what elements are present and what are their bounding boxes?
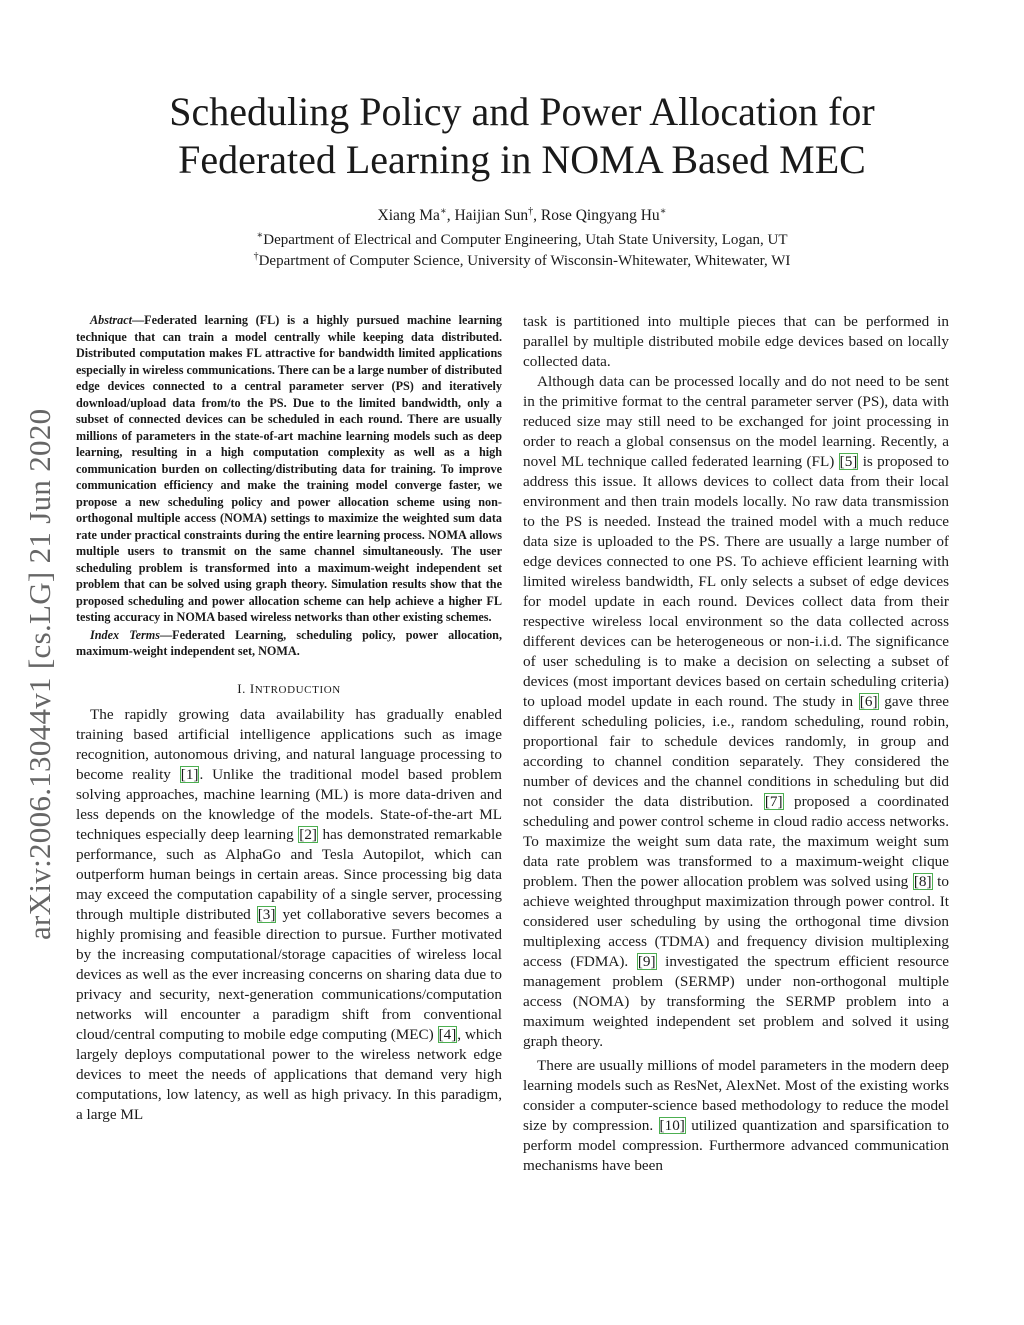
- intro-paragraph-1: [76, 705, 502, 1125]
- body-text: utilized quantization and sparsification to perform model compression. Furthermore advanced communication mechanisms have been: [523, 1117, 949, 1174]
- paper-title: [80, 88, 964, 184]
- body-text: , which largely deploys computational power to the wireless network edge devices to meet the needs of applications that demand very high computations, low latency, as well as high privacy. In this paradigm, a large ML: [76, 1025, 503, 1123]
- citation-link[interactable]: [1]: [180, 765, 199, 783]
- citation-link[interactable]: [6]: [859, 693, 878, 710]
- citation-link[interactable]: [7]: [764, 793, 783, 810]
- affiliation-1-mark: ∗: [256, 230, 264, 241]
- right-column: [523, 312, 949, 1176]
- intro-paragraph-continued: task is partitioned into multiple pieces that can be performed in parallel by multiple distributed mobile edge devices based on locally collected data.: [523, 313, 949, 370]
- title-line-1: Scheduling Policy and Power Allocation for: [169, 89, 875, 134]
- section-heading-introduction: [76, 681, 502, 697]
- citation-link[interactable]: [8]: [913, 873, 932, 890]
- body-text: to achieve weighted throughput maximization through power control. It considered user scheduling by using the orthogonal time divsion multiplexing access (TDMA) and frequency division multiplexing access (FDMA).: [523, 873, 949, 970]
- body-text: has demonstrated remarkable performance, such as AlphaGo and Tesla Autopilot, which can outperform human beings in certain areas. Since processing big data may exceed the computation capability of a single server, processing through multiple distributed: [76, 825, 502, 923]
- body-text: . Unlike the traditional model based problem solving approaches, machine learning (ML) is more data-driven and less depends on the knowledge of the models. State-of-the-art ML techniques especially deep learning: [76, 765, 502, 843]
- abstract: [76, 312, 502, 660]
- body-text: is proposed to address this issue. It allows devices to collect data from their local environment and then train models locally. No raw data transmission to the PS is needed. Instead the trained model with a much reduce data size is uploaded to the PS. There are usually a large number of edge devices connected to one PS. To achieve efficient learning with limited wireless bandwidth, FL only selects a subset of edge devices for model update in each round. Devices collect data from their respective wireless local environment so the data collected across different devices can be heterogeneous or non-i.i.d. The significance of user scheduling is to make a decision on selecting a subset of devices (most important devices based on certain scheduling criteria) to upload model update in each round. The study in: [523, 453, 949, 710]
- abstract-paragraph: [76, 312, 502, 626]
- author-1-mark: ∗: [439, 205, 447, 217]
- abstract-label: Abstract: [90, 313, 132, 327]
- abstract-text: —Federated learning (FL) is a highly pursued machine learning technique that can train a model centrally while keeping data distributed. Distributed computation makes FL attractive for bandwidth limited applications especially in wireless communications. There can be a large number of distributed edge devices connected to a central parameter server (PS) and iteratively download/upload data from/to the PS. Due to the limited bandwidth, only a subset of connected devices can be scheduled in each round. There are usually millions of parameters in the state-of-art machine learning models such as deep learning, resulting in a high computation complexity as well as a high communication burden on collecting/distributing data for training. To improve communication efficiency and make the training model converge faster, we propose a new scheduling policy and power allocation scheme using non-orthogonal multiple access (NOMA) settings to maximize the weighted sum data rate under practical constraints during the entire learning process. NOMA allows multiple users to transmit on the same channel simultaneously. The user scheduling problem is transformed into a maximum-weight independent set problem that can be solved using graph theory. Simulation results show that the proposed scheduling and power allocation scheme can help achieve a higher FL testing accuracy in NOMA based wireless networks than other existing schemes.: [76, 313, 502, 624]
- author-3: Rose Qingyang Hu: [540, 207, 660, 224]
- author-1: Xiang Ma: [377, 207, 440, 224]
- affiliation-2: [80, 253, 964, 270]
- citation-link[interactable]: [2]: [299, 825, 317, 843]
- author-3-mark: ∗: [659, 205, 667, 217]
- body-text: gave three different scheduling policies, i.e., random scheduling, round robin, proportional fair to schedule devices randomly, in group and according to channel condition separately. They considered the number of devices and the channel conditions in scheduling but did not consider the data distribution.: [523, 693, 949, 810]
- author-sep: ,: [533, 207, 541, 224]
- section-title-rest: NTRODUCTION: [254, 683, 341, 696]
- body-text: There are usually millions of model parameters in the modern deep learning models such as ResNet, AlexNet. Most of the existing works consider a computer-science based methodology to reduce the model size by compression.: [523, 1057, 949, 1134]
- citation-link[interactable]: [5]: [839, 453, 858, 470]
- citation-link[interactable]: [3]: [257, 905, 276, 923]
- index-terms-text: —Federated Learning, scheduling policy, power allocation, maximum-weight independent set, NOMA.: [76, 627, 502, 658]
- left-column: [76, 312, 502, 1125]
- author-list: [80, 207, 964, 225]
- author-2-mark: †: [528, 205, 534, 217]
- citation-link[interactable]: [4]: [438, 1025, 457, 1043]
- body-text: investigated the spectrum efficient resource management problem (SERMP) under non-orthogonal multiple access (NOMA) by transforming the SERMP problem into a maximum weighted independent set problem and solved it using graph theory.: [523, 953, 949, 1050]
- title-line-2: Federated Learning in NOMA Based MEC: [178, 137, 866, 182]
- affiliation-1-text: Department of Electrical and Computer Engineering, Utah State University, Logan, UT: [263, 232, 788, 248]
- body-text: The rapidly growing data availability has gradually enabled training based artificial intelligence applications such as image recognition, autonomous driving, and natural language processing to become reality: [76, 705, 502, 783]
- citation-link[interactable]: [10]: [659, 1117, 685, 1134]
- affiliation-2-mark: †: [253, 251, 259, 262]
- index-terms-label: Index Terms: [90, 627, 160, 642]
- index-terms: [76, 627, 502, 660]
- body-text: Although data can be processed locally and do not need to be sent in the primitive format to the central parameter server (PS), data with reduced size may still need to be exchanged for joint processing in order to reach a global consensus on the model learning. Recently, a novel ML technique called federated learning (FL): [523, 373, 949, 470]
- author-2: Haijian Sun: [454, 207, 529, 224]
- arxiv-identifier: arXiv:2006.13044v1 [cs.LG] 21 Jun 2020: [22, 408, 57, 940]
- body-text: yet collaborative severs becomes a highly promising and feasible direction to pursue. Further motivated by the increasing computational/storage capacities of wireless local devices as well as the ever increasing concerns on sharing data due to privacy and security, next-generation communications/computation networks will encounter a paradigm shift from conventional cloud/central computing to mobile edge computing (MEC): [76, 905, 502, 1043]
- author-sep: ,: [446, 207, 455, 224]
- affiliation-1: [80, 232, 964, 249]
- citation-link[interactable]: [9]: [637, 953, 656, 970]
- intro-paragraph-3: [523, 1056, 949, 1176]
- intro-paragraph-2: [523, 372, 949, 1052]
- affiliation-2-text: Department of Computer Science, University of Wisconsin-Whitewater, Whitewater, WI: [258, 253, 791, 269]
- body-text: proposed a coordinated scheduling and power control scheme in cloud radio access networks. To maximize the weight sum data rate, the maximum weight sum data rate problem was transformed to a maximum-weight clique problem. Then the power allocation problem was solved using: [523, 793, 949, 890]
- section-numeral: I. I: [237, 680, 255, 696]
